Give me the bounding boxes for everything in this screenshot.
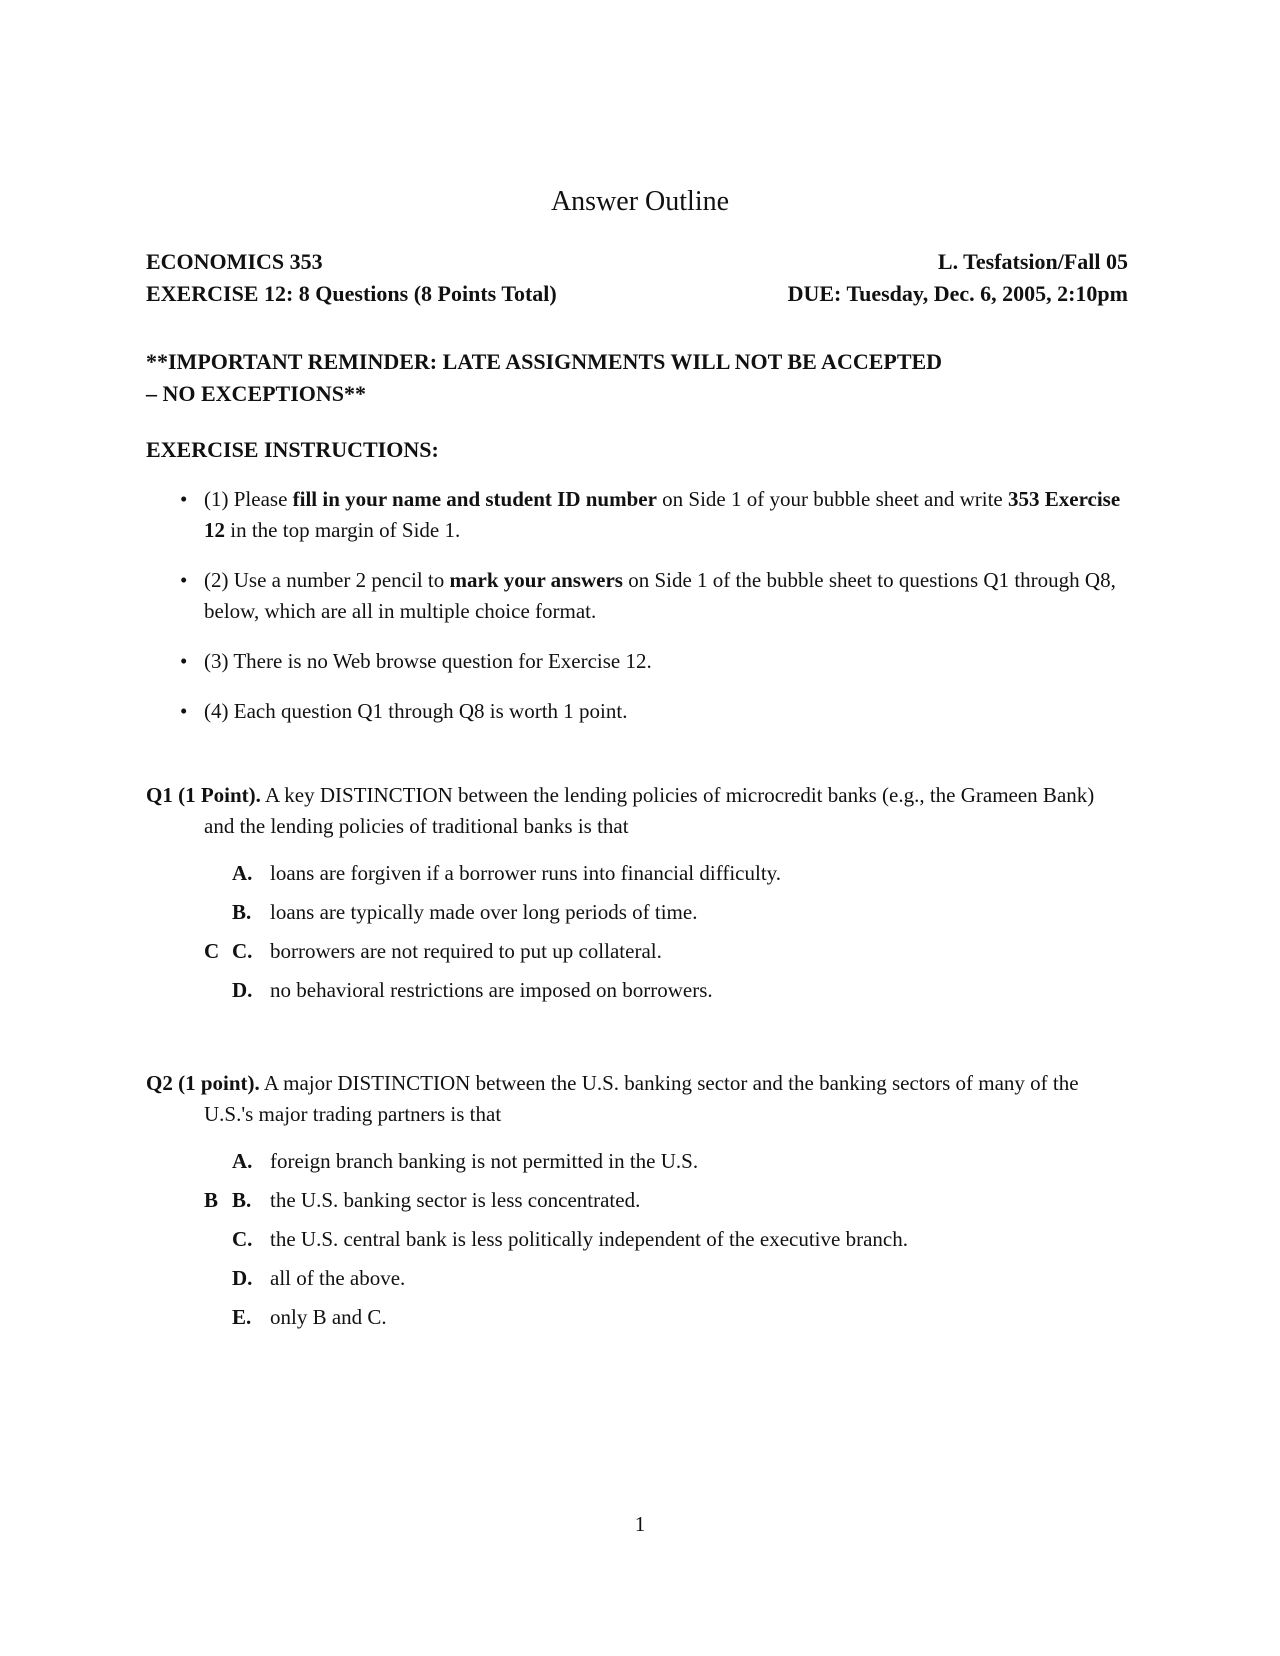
option-c	[146, 1224, 1128, 1255]
option-a	[146, 1146, 1128, 1177]
option-b	[146, 1185, 1128, 1216]
instruction-text: (2) Use a number 2 pencil to	[204, 568, 450, 592]
option-letter: A.	[232, 1149, 253, 1173]
options-list	[146, 858, 1128, 1006]
option-letter: D.	[232, 1266, 253, 1290]
option-text: loans are forgiven if a borrower runs into financial difficulty.	[270, 861, 782, 885]
instructor-term: L. Tesfatsion/Fall 05	[937, 249, 1128, 274]
reminder-line-1: **IMPORTANT REMINDER: LATE ASSIGNMENTS WILL NOT BE ACCEPTED	[146, 349, 943, 374]
option-c	[146, 936, 1128, 967]
due-date: DUE: Tuesday, Dec. 6, 2005, 2:10pm	[787, 281, 1128, 306]
option-text: loans are typically made over long periods of time.	[270, 900, 698, 924]
page-title: Answer Outline	[550, 186, 730, 217]
instruction-text: in the top margin of Side 1.	[225, 518, 461, 542]
instruction-emphasis: fill in your name and student ID number	[292, 487, 657, 511]
instruction-item-3	[146, 646, 1128, 677]
bullet-icon: •	[180, 699, 188, 723]
instruction-text: (3) There is no Web browse question for Exercise 12.	[204, 649, 652, 673]
option-letter: A.	[232, 861, 253, 885]
option-letter: E.	[232, 1305, 252, 1329]
page-number: 1	[634, 1512, 646, 1536]
question-1	[146, 780, 1128, 1014]
exercise-info: EXERCISE 12: 8 Questions (8 Points Total)	[146, 281, 557, 306]
instruction-text: (1) Please	[204, 487, 293, 511]
option-letter: B.	[232, 1188, 252, 1212]
options-list	[146, 1146, 1128, 1333]
bullet-icon: •	[180, 487, 188, 511]
question-label: Q2 (1 point).	[146, 1071, 260, 1095]
instruction-text: (4) Each question Q1 through Q8 is worth 1 point.	[204, 699, 628, 723]
question-stem	[146, 780, 1128, 842]
question-2	[146, 1068, 1128, 1341]
late-reminder	[146, 346, 1128, 410]
option-letter: C.	[232, 1227, 253, 1251]
answer-mark: B	[204, 1188, 219, 1212]
instruction-emphasis: 353 Exercise 12	[204, 487, 1121, 542]
option-text: no behavioral restrictions are imposed on borrowers.	[270, 978, 713, 1002]
instruction-item-4	[146, 696, 1128, 727]
option-letter: C.	[232, 939, 253, 963]
answer-mark: C	[204, 939, 220, 963]
instruction-text: on Side 1 of the bubble sheet to questions Q1 through Q8, below, which are all in multiple choice format.	[204, 568, 1116, 623]
instructions-heading: EXERCISE INSTRUCTIONS:	[146, 437, 439, 462]
option-a	[146, 858, 1128, 889]
option-letter: D.	[232, 978, 253, 1002]
question-stem	[146, 1068, 1128, 1130]
bullet-icon: •	[180, 649, 188, 673]
course-name: ECONOMICS 353	[146, 249, 323, 274]
option-d	[146, 1263, 1128, 1294]
option-text: the U.S. banking sector is less concentrated.	[270, 1188, 641, 1212]
reminder-line-2: – NO EXCEPTIONS**	[146, 381, 367, 406]
header-row-2	[146, 278, 1128, 310]
instruction-item-1	[146, 484, 1128, 546]
header-row-1	[146, 246, 1128, 278]
instruction-item-2	[146, 565, 1128, 627]
instruction-emphasis: mark your answers	[449, 568, 623, 592]
bullet-icon: •	[180, 568, 188, 592]
option-b	[146, 897, 1128, 928]
question-label: Q1 (1 Point).	[146, 783, 261, 807]
instruction-text: on Side 1 of your bubble sheet and write	[656, 487, 1008, 511]
option-e	[146, 1302, 1128, 1333]
option-letter: B.	[232, 900, 252, 924]
option-text: all of the above.	[270, 1266, 406, 1290]
option-text: foreign branch banking is not permitted in the U.S.	[270, 1149, 699, 1173]
instructions-list	[146, 484, 1128, 746]
option-text: the U.S. central bank is less politically independent of the executive branch.	[270, 1227, 908, 1251]
option-d	[146, 975, 1128, 1006]
option-text: only B and C.	[270, 1305, 387, 1329]
question-text: A major DISTINCTION between the U.S. banking sector and the banking sectors of many of the U.S.'s major trading partners is that	[204, 1071, 1079, 1126]
question-text: A key DISTINCTION between the lending policies of microcredit banks (e.g., the Grameen Bank) and the lending policies of traditional banks is that	[204, 783, 1095, 838]
course-header	[146, 246, 1128, 310]
option-text: borrowers are not required to put up collateral.	[270, 939, 662, 963]
